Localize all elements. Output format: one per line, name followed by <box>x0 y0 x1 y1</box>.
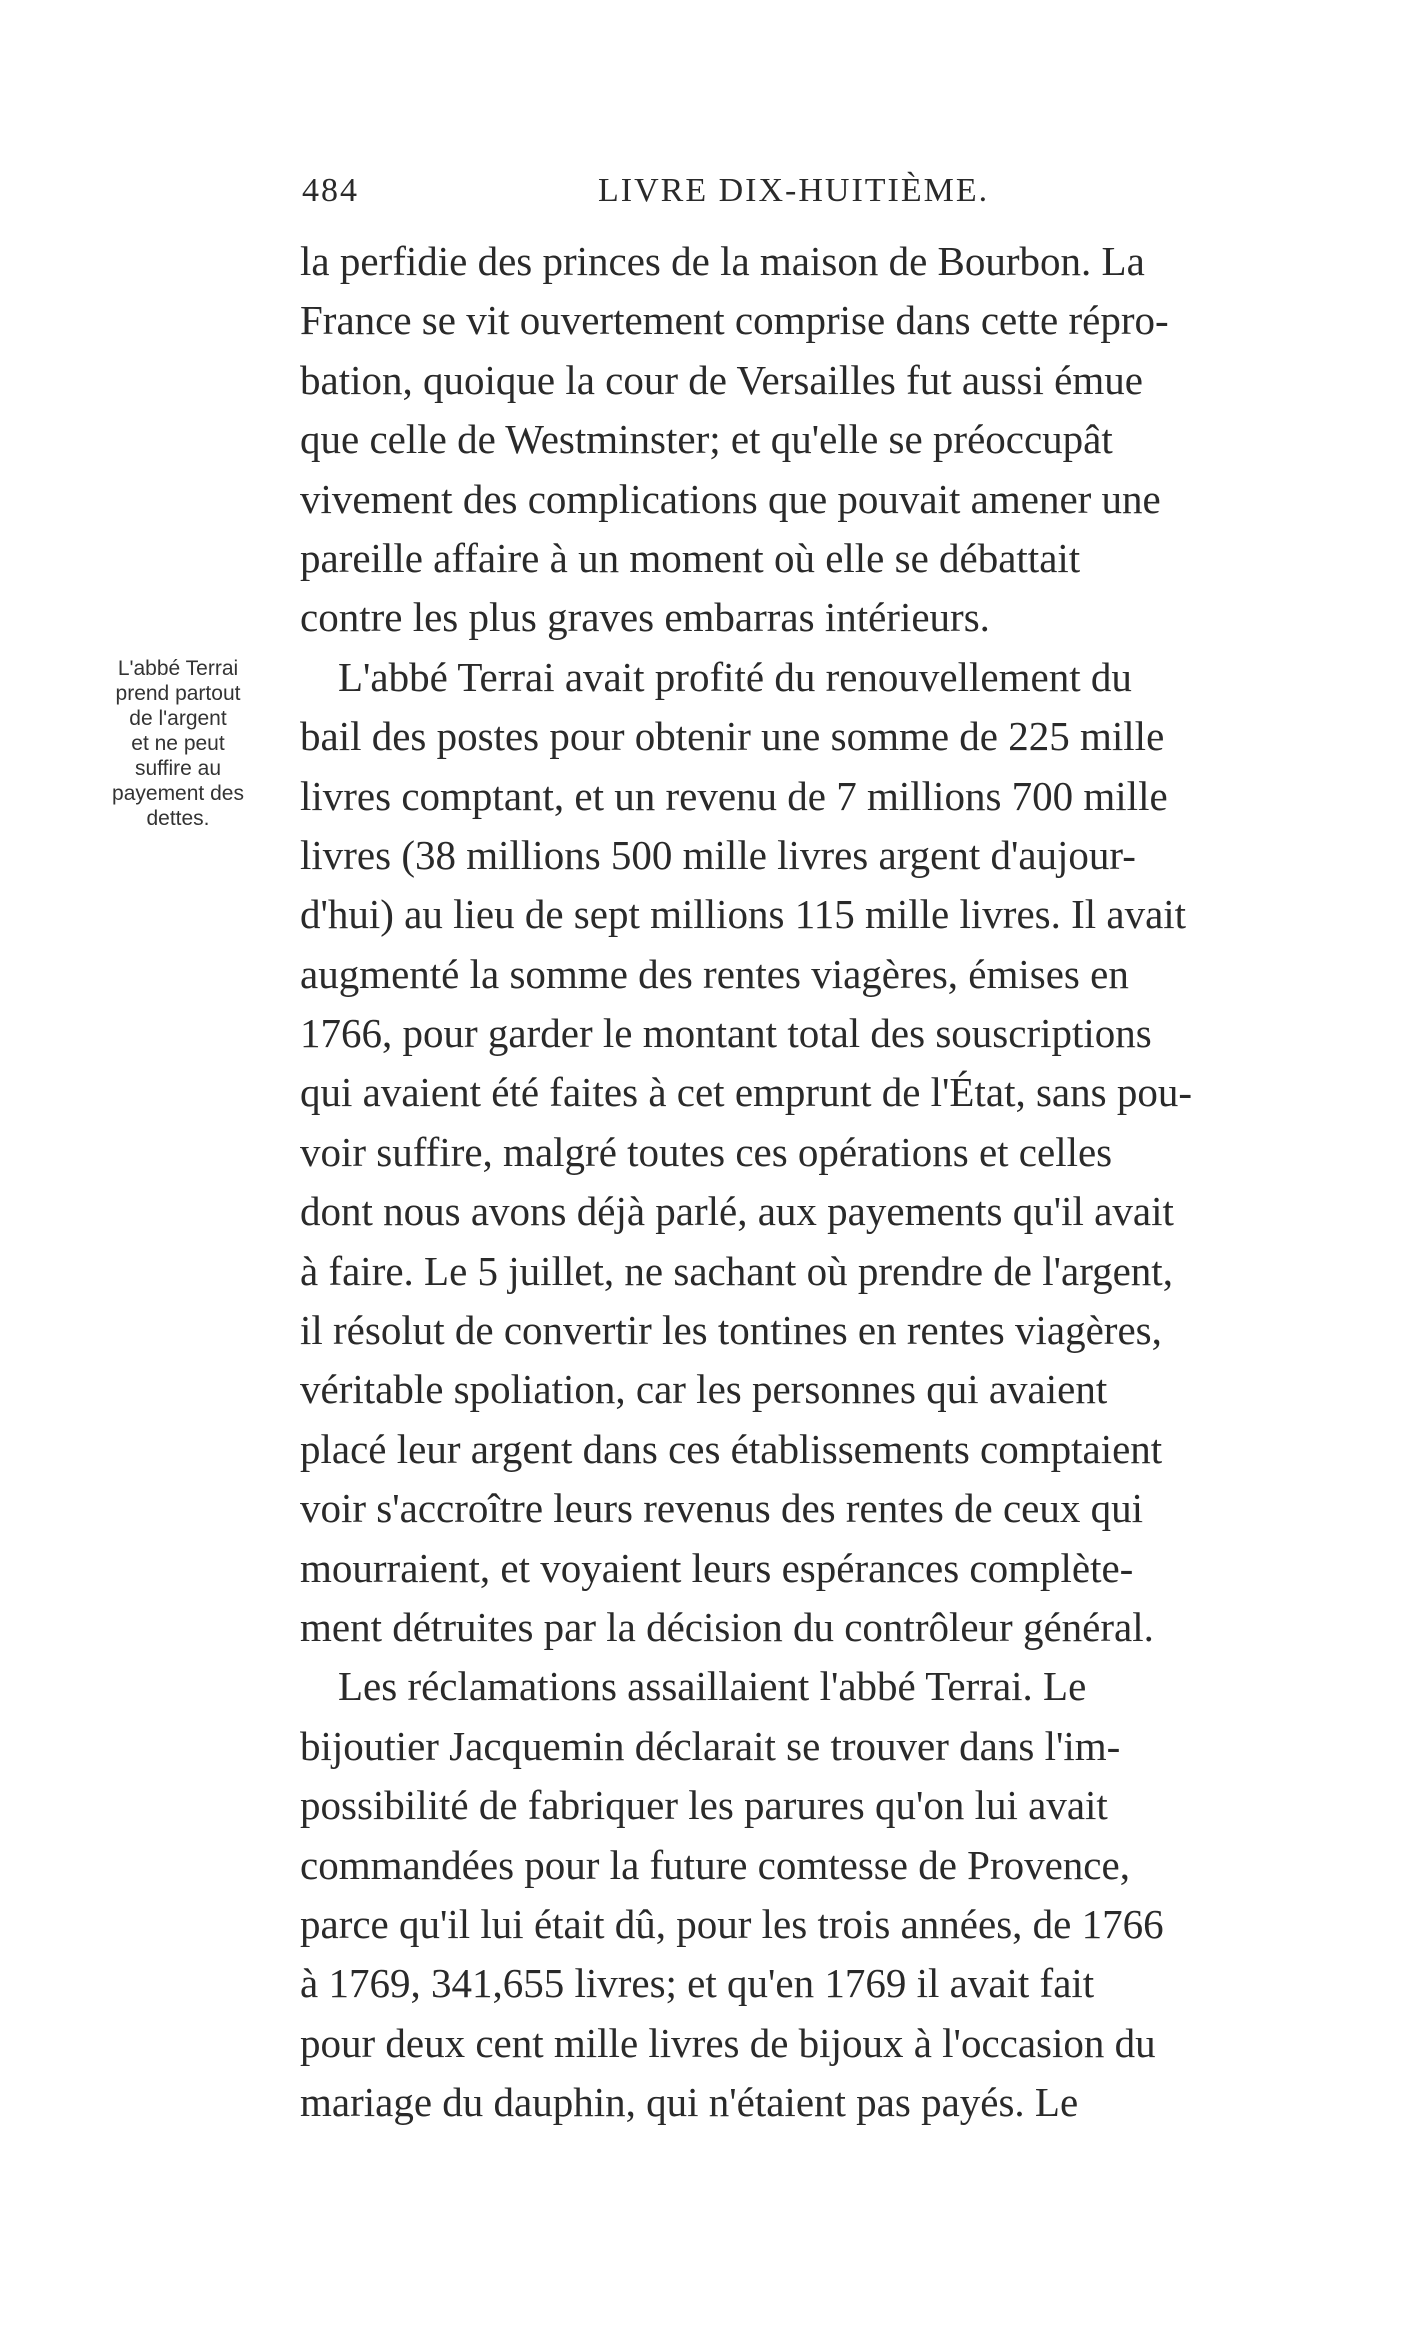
margin-note <box>78 656 278 831</box>
text-line: contre les plus graves embarras intérieurs. <box>300 594 990 641</box>
text-line: il résolut de convertir les tontines en rentes viagères, <box>300 1307 1162 1354</box>
margin-note-line: payement des <box>112 782 244 805</box>
text-line: mariage du dauphin, qui n'étaient pas payés. Le <box>300 2079 1079 2126</box>
text-line: bation, quoique la cour de Versailles fut aussi émue <box>300 356 1143 403</box>
running-head <box>300 172 1012 212</box>
text-line: pour deux cent mille livres de bijoux à l'occasion du <box>300 2019 1156 2066</box>
text-line: parce qu'il lui était dû, pour les trois années, de 1766 <box>300 1900 1164 1947</box>
text-line: à faire. Le 5 juillet, ne sachant où prendre de l'argent, <box>300 1247 1173 1294</box>
text-line: que celle de Westminster; et qu'elle se préoccupât <box>300 416 1113 463</box>
text-line: bijoutier Jacquemin déclarait se trouver dans l'im- <box>300 1722 1121 1769</box>
text-line: qui avaient été faites à cet emprunt de l'État, sans pou- <box>300 1069 1192 1116</box>
text-line: bail des postes pour obtenir une somme de 225 mille <box>300 713 1165 760</box>
text-line: d'hui) au lieu de sept millions 115 mille livres. Il avait <box>300 891 1187 938</box>
text-line: la perfidie des princes de la maison de Bourbon. La <box>300 238 1145 284</box>
text-line: à 1769, 341,655 livres; et qu'en 1769 il avait fait <box>300 1960 1095 2007</box>
margin-note-line: de l'argent <box>129 707 227 730</box>
text-line: France se vit ouvertement comprise dans cette répro- <box>300 297 1169 344</box>
page-number: 484 <box>302 172 359 209</box>
text-line: véritable spoliation, car les personnes qui avaient <box>300 1366 1108 1413</box>
body-text <box>300 232 1300 2133</box>
margin-note-line: et ne peut <box>131 732 225 755</box>
text-line: augmenté la somme des rentes viagères, émises en <box>300 950 1129 997</box>
text-line: placé leur argent dans ces établissements comptaient <box>300 1425 1163 1472</box>
margin-note-line: prend partout <box>115 682 241 705</box>
text-line: L'abbé Terrai avait profité du renouvellement du <box>338 653 1132 700</box>
text-line: possibilité de fabriquer les parures qu'on lui avait <box>300 1782 1108 1829</box>
margin-note-line: dettes. <box>146 807 210 830</box>
margin-note-line: suffire au <box>135 757 221 780</box>
text-line: pareille affaire à un moment où elle se débattait <box>300 534 1081 581</box>
text-line: livres (38 millions 500 mille livres argent d'aujour- <box>300 831 1136 878</box>
text-line: commandées pour la future comtesse de Provence, <box>300 1841 1130 1888</box>
text-line: ment détruites par la décision du contrôleur général. <box>300 1603 1154 1650</box>
text-line: voir suffire, malgré toutes ces opérations et celles <box>300 1128 1113 1175</box>
text-line: 1766, pour garder le montant total des souscriptions <box>300 1010 1152 1057</box>
text-line: dont nous avons déjà parlé, aux payements qu'il avait <box>300 1188 1174 1235</box>
text-line: mourraient, et voyaient leurs espérances complète- <box>300 1544 1134 1591</box>
text-line: livres comptant, et un revenu de 7 millions 700 mille <box>300 772 1168 819</box>
text-line: Les réclamations assaillaient l'abbé Terrai. Le <box>338 1663 1087 1710</box>
margin-note-line: L'abbé Terrai <box>117 657 239 680</box>
text-line: voir s'accroître leurs revenus des rentes de ceux qui <box>300 1485 1144 1532</box>
text-line: vivement des complications que pouvait amener une <box>300 475 1161 522</box>
running-title: LIVRE DIX-HUITIÈME. <box>598 172 990 209</box>
